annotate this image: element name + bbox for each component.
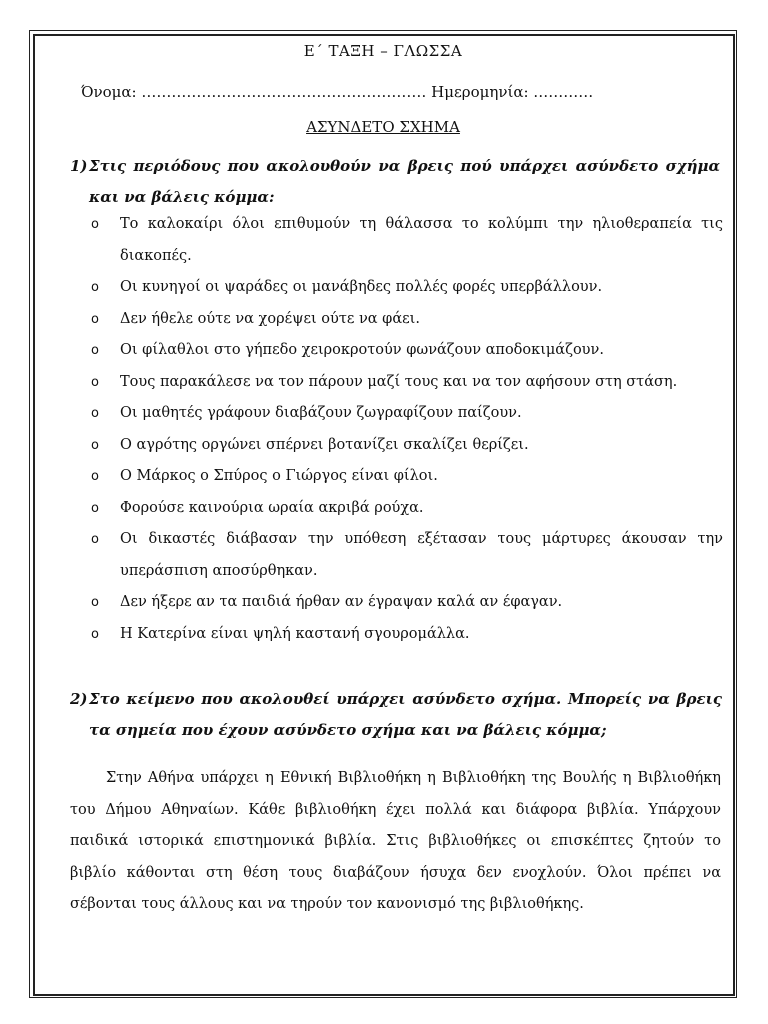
worksheet-content: [33, 34, 733, 994]
sentence-text: Δεν ήθελε ούτε να χορέψει ούτε να φάει.: [120, 310, 420, 327]
name-date-line: Όνομα: ………………………………………………… Ημερομηνία: …………: [81, 83, 594, 101]
bullet-icon: o: [91, 469, 99, 484]
sentence-text: Οι δικαστές διάβασαν την υπόθεση εξέτασαν τους μάρτυρες άκουσαν την υπεράσπιση αποσύρθηκαν.: [120, 531, 723, 579]
list-item: [91, 587, 723, 619]
bullet-icon: o: [91, 532, 99, 547]
bullet-icon: o: [91, 280, 99, 295]
sentence-text: Φορούσε καινούρια ωραία ακριβά ρούχα.: [120, 499, 424, 516]
bullet-icon: o: [91, 311, 99, 327]
sentence-text: Το καλοκαίρι όλοι επιθυμούν τη θάλασσα το κολύμπι την ηλιοθεραπεία τις διακοπές.: [120, 216, 723, 264]
bullet-icon: o: [91, 595, 99, 610]
sentence-text: Ο Μάρκος ο Σπύρος ο Γιώργος είναι φίλοι.: [120, 468, 438, 484]
sentence-list: [91, 209, 723, 650]
worksheet-title: Ε΄ ΤΑΞΗ – ΓΛΩΣΣΑ: [303, 42, 463, 60]
list-item: [91, 461, 723, 493]
bullet-icon: o: [91, 374, 99, 390]
bullet-icon: o: [91, 500, 99, 516]
question-1: [70, 151, 720, 213]
list-item: [91, 272, 723, 304]
list-item: [91, 398, 723, 430]
bullet-icon: o: [91, 343, 99, 358]
list-item: [91, 335, 723, 367]
question-2: [70, 684, 722, 746]
sentence-text: Οι κυνηγοί οι ψαράδες οι μανάβηδες πολλές φορές υπερβάλλουν.: [120, 279, 603, 295]
library-passage: Στην Αθήνα υπάρχει η Εθνική Βιβλιοθήκη η Βιβλιοθήκη της Βουλής η Βιβλιοθήκη του Δήμου Αθηναίων. Κάθε βιβλιοθήκη έχει πολλά και διάφορα βιβλία. Υπάρχουν παιδικά ιστορικά επιστημονικά βιβλία. Στις βιβλιοθήκες οι επισκέπτες ζητούν το βιβλίο κάθονται στη θέση τους διαβάζουν ήσυχα δεν ενοχλούν. Όλοι πρέπει να σέβονται τους άλλους και να τηρούν τον κανονισμό της βιβλιοθήκης.: [70, 770, 721, 912]
question-1-number: 1): [70, 157, 88, 175]
question-2-text: Στο κείμενο που ακολουθεί υπάρχει ασύνδετο σχήμα. Μπορείς να βρεις τα σημεία που έχουν ασύνδετο σχήμα και να βάλεις κόμμα;: [89, 690, 722, 739]
question-2-number: 2): [70, 690, 88, 708]
sentence-text: Οι μαθητές γράφουν διαβάζουν ζωγραφίζουν παίζουν.: [120, 405, 522, 421]
sentence-text: Τους παρακάλεσε να τον πάρουν μαζί τους και να τον αφήσουν στη στάση.: [120, 373, 678, 390]
question-1-text: Στις περιόδους που ακολουθούν να βρεις πού υπάρχει ασύνδετο σχήμα και να βάλεις κόμμα:: [89, 157, 720, 206]
list-item: [91, 619, 723, 651]
bullet-icon: o: [91, 217, 99, 232]
list-item: [91, 209, 723, 272]
list-item: [91, 367, 723, 399]
sentence-text: Ο αγρότης οργώνει σπέρνει βοτανίζει σκαλίζει θερίζει.: [120, 436, 529, 453]
bullet-icon: o: [91, 626, 99, 642]
sentence-text: Οι φίλαθλοι στο γήπεδο χειροκροτούν φωνάζουν αποδοκιμάζουν.: [120, 342, 604, 358]
list-item: [91, 304, 723, 336]
list-item: [91, 430, 723, 462]
section-heading: ΑΣΥΝΔΕΤΟ ΣΧΗΜΑ: [306, 118, 460, 136]
sentence-text: Η Κατερίνα είναι ψηλή καστανή σγουρομάλλα.: [120, 625, 470, 642]
list-item: [91, 493, 723, 525]
bullet-icon: o: [91, 437, 99, 453]
bullet-icon: o: [91, 406, 99, 421]
sentence-text: Δεν ήξερε αν τα παιδιά ήρθαν αν έγραψαν καλά αν έφαγαν.: [120, 594, 563, 610]
list-item: [91, 524, 723, 587]
